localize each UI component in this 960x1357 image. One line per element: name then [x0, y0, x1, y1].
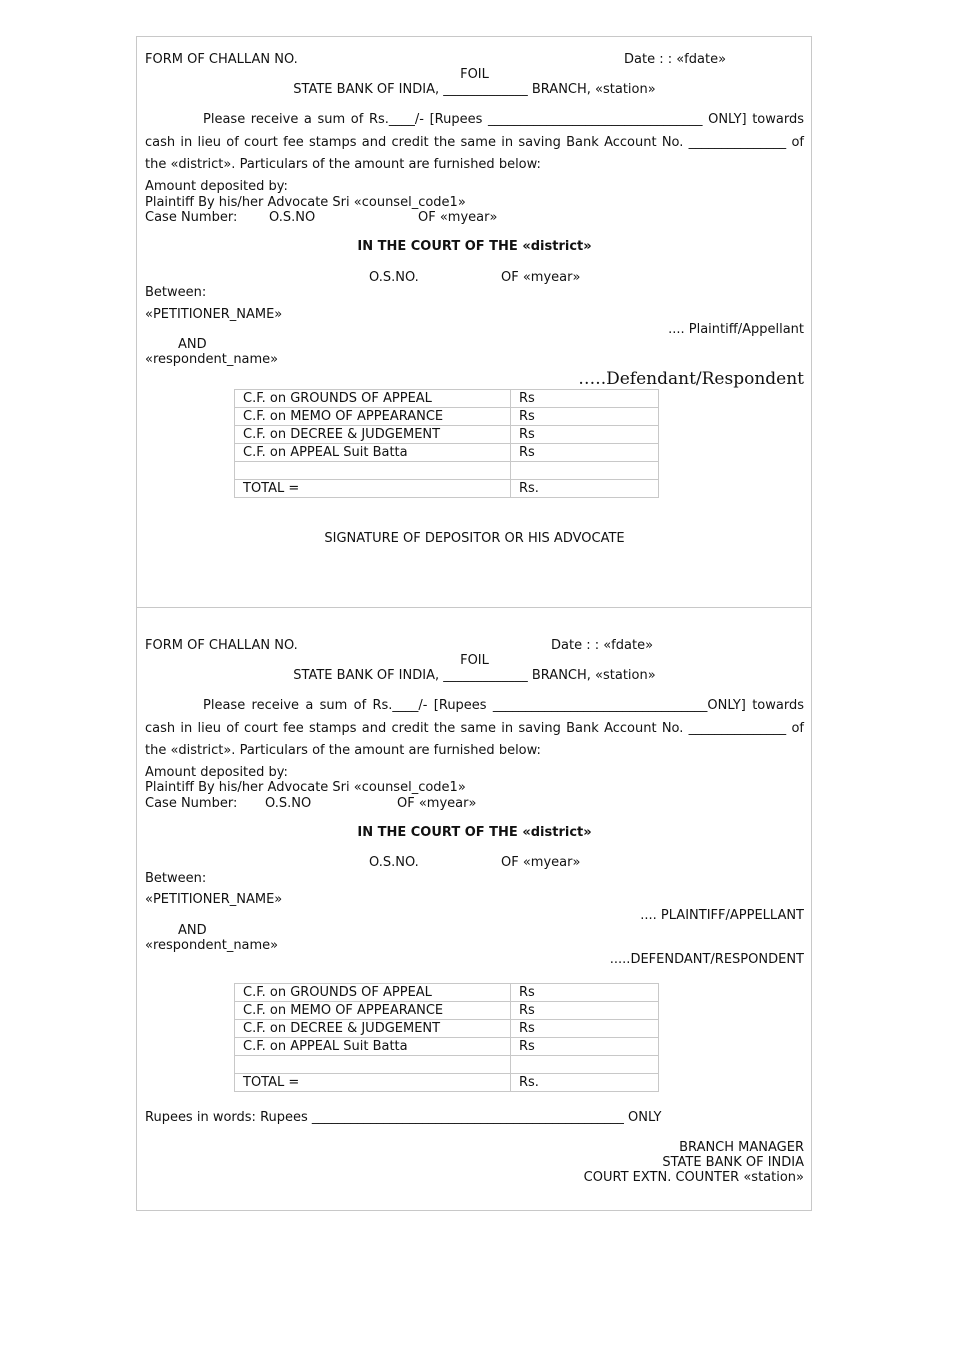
respondent-name: «respondent_name»: [145, 352, 279, 367]
table-row: [235, 1038, 659, 1056]
fee-label: C.F. on MEMO OF APPEARANCE: [235, 408, 511, 426]
signature-line: SIGNATURE OF DEPOSITOR OR HIS ADVOCATE: [324, 531, 625, 546]
fee-table: [234, 389, 659, 498]
bank-branch: STATE BANK OF INDIA, _____________ BRANCH, «station»: [293, 82, 656, 97]
court-heading: IN THE COURT OF THE «district»: [357, 239, 592, 254]
plaintiff-advocate: Plaintiff By his/her Advocate Sri «counsel_code1»: [145, 780, 466, 795]
deposited-by-label: Amount deposited by:: [145, 765, 288, 780]
paragraph-line-3: the «district». Particulars of the amount are furnished below:: [145, 743, 541, 758]
table-row: [235, 1074, 659, 1092]
defendant-role: …..Defendant/Respondent: [578, 369, 804, 389]
fee-table: [234, 983, 659, 1092]
case-number-label: Case Number:: [145, 796, 238, 811]
fee-label: C.F. on APPEAL Suit Batta: [235, 1038, 511, 1056]
fee-value: Rs: [511, 390, 659, 408]
fee-value: Rs: [511, 1020, 659, 1038]
table-row: [235, 426, 659, 444]
os-year: OF «myear»: [501, 855, 581, 870]
and-label: AND: [178, 923, 207, 938]
petitioner-name: «PETITIONER_NAME»: [145, 892, 283, 907]
case-number-label: Case Number:: [145, 210, 238, 225]
table-row: [235, 1056, 659, 1074]
fee-label: C.F. on GROUNDS OF APPEAL: [235, 984, 511, 1002]
between-label: Between:: [145, 871, 207, 886]
fee-total-label: TOTAL =: [235, 1074, 511, 1092]
between-label: Between:: [145, 285, 207, 300]
form-title: FORM OF CHALLAN NO.: [145, 638, 298, 653]
table-row: [235, 480, 659, 498]
fee-total-value: Rs.: [511, 480, 659, 498]
fee-value: [511, 1056, 659, 1074]
table-row: [235, 444, 659, 462]
plaintiff-role: .... Plaintiff/Appellant: [668, 322, 804, 337]
bank-branch: STATE BANK OF INDIA, _____________ BRANCH, «station»: [293, 668, 656, 683]
table-row: [235, 462, 659, 480]
fee-value: Rs: [511, 984, 659, 1002]
paragraph-line-1: Please receive a sum of Rs.____/- [Rupees _________________________________ ONLY] towards: [203, 112, 804, 127]
court-heading: IN THE COURT OF THE «district»: [357, 825, 592, 840]
plaintiff-role: .... PLAINTIFF/APPELLANT: [640, 908, 804, 923]
paragraph-line-2: cash in lieu of court fee stamps and credit the same in saving Bank Account No. _______________ of: [145, 721, 804, 736]
form-date: Date : : «fdate»: [551, 638, 654, 653]
branch-manager-title: BRANCH MANAGER: [679, 1140, 804, 1155]
paragraph-line-2: cash in lieu of court fee stamps and credit the same in saving Bank Account No. _______________ of: [145, 135, 804, 150]
fee-value: Rs: [511, 408, 659, 426]
case-os-no: O.S.NO: [269, 210, 316, 225]
fee-value: Rs: [511, 1002, 659, 1020]
table-row: [235, 390, 659, 408]
plaintiff-advocate: Plaintiff By his/her Advocate Sri «counsel_code1»: [145, 195, 466, 210]
fee-label: C.F. on APPEAL Suit Batta: [235, 444, 511, 462]
os-no-label: O.S.NO.: [369, 855, 419, 870]
defendant-role: .....DEFENDANT/RESPONDENT: [609, 952, 804, 967]
fee-value: Rs: [511, 1038, 659, 1056]
foil-label: FOIL: [460, 653, 489, 668]
section-divider: [136, 607, 812, 608]
branch-manager-bank: STATE BANK OF INDIA: [662, 1155, 804, 1170]
fee-label: [235, 462, 511, 480]
fee-label: C.F. on DECREE & JUDGEMENT: [235, 1020, 511, 1038]
table-row: [235, 1002, 659, 1020]
rupees-in-words: Rupees in words: Rupees ________________________________________________ ONLY: [145, 1110, 662, 1125]
table-row: [235, 408, 659, 426]
fee-total-label: TOTAL =: [235, 480, 511, 498]
paragraph-line-3: the «district». Particulars of the amount are furnished below:: [145, 157, 541, 172]
table-row: [235, 984, 659, 1002]
petitioner-name: «PETITIONER_NAME»: [145, 307, 283, 322]
case-year: OF «myear»: [397, 796, 477, 811]
fee-label: [235, 1056, 511, 1074]
fee-value: [511, 462, 659, 480]
table-row: [235, 1020, 659, 1038]
case-year: OF «myear»: [418, 210, 498, 225]
and-label: AND: [178, 337, 207, 352]
branch-manager-counter: COURT EXTN. COUNTER «station»: [583, 1170, 804, 1185]
fee-label: C.F. on DECREE & JUDGEMENT: [235, 426, 511, 444]
case-os-no: O.S.NO: [265, 796, 312, 811]
os-no-label: O.S.NO.: [369, 270, 419, 285]
fee-total-value: Rs.: [511, 1074, 659, 1092]
paragraph-line-1: Please receive a sum of Rs.____/- [Rupees _________________________________ONLY] towards: [203, 698, 804, 713]
foil-label: FOIL: [460, 67, 489, 82]
respondent-name: «respondent_name»: [145, 938, 279, 953]
fee-label: C.F. on MEMO OF APPEARANCE: [235, 1002, 511, 1020]
form-date: Date : : «fdate»: [624, 52, 727, 67]
os-year: OF «myear»: [501, 270, 581, 285]
fee-label: C.F. on GROUNDS OF APPEAL: [235, 390, 511, 408]
deposited-by-label: Amount deposited by:: [145, 179, 288, 194]
form-title: FORM OF CHALLAN NO.: [145, 52, 298, 67]
fee-value: Rs: [511, 426, 659, 444]
fee-value: Rs: [511, 444, 659, 462]
